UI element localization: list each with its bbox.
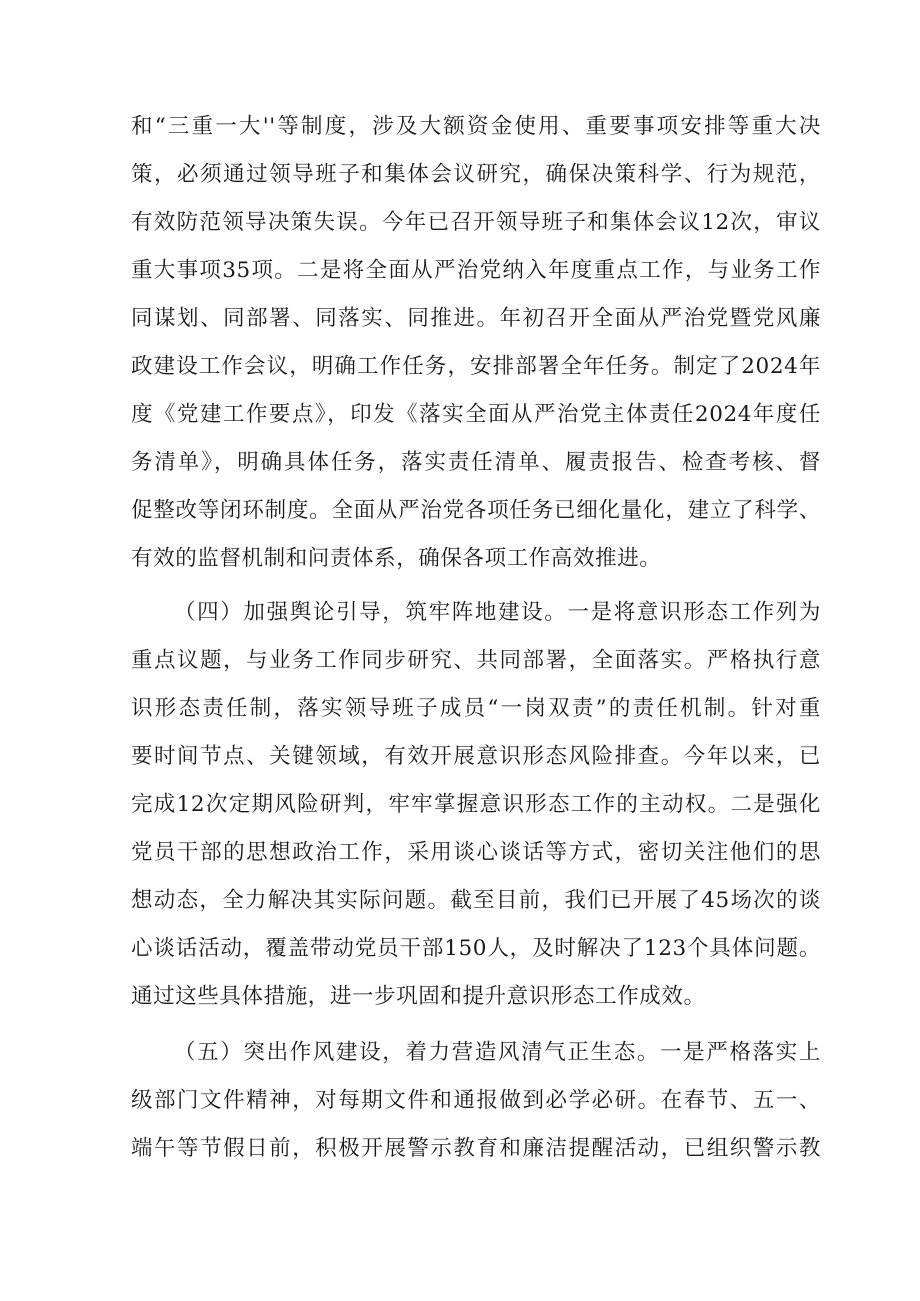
paragraph-section-four [131, 589, 821, 1021]
paragraph-heading-line: （五）突出作风建设，着力营造风清气正生态。一是严格落实上 [174, 1040, 821, 1065]
text-line: 级部门文件精神，对每期文件和通报做到必学必研。在春节、五一、 [131, 1088, 821, 1113]
text-line: 心谈话活动，覆盖带动党员干部150人，及时解决了123个具体问题。 [131, 936, 821, 961]
text-line: 促整改等闭环制度。全面从严治党各项任务已细化量化，建立了科学、 [131, 498, 821, 523]
text-line: 重点议题，与业务工作同步研究、共同部署，全面落实。严格执行意 [131, 648, 821, 673]
text-line: 端午等节假日前，积极开展警示教育和廉洁提醒活动，已组织警示教 [131, 1136, 821, 1161]
text-line: 有效防范领导决策失误。今年已召开领导班子和集体会议12次，审议 [131, 210, 821, 235]
text-line: 通过这些具体措施，进一步巩固和提升意识形态工作成效。 [131, 984, 706, 1009]
text-line: 党员干部的思想政治工作，采用谈心谈话等方式，密切关注他们的思 [131, 840, 821, 865]
text-line: 有效的监督机制和问责体系，确保各项工作高效推进。 [131, 546, 662, 571]
text-line: 识形态责任制，落实领导班子成员“一岗双责”的责任机制。针对重 [131, 696, 821, 721]
paragraph-party-governance [131, 103, 821, 583]
text-line: 和“三重一大''等制度，涉及大额资金使用、重要事项安排等重大决 [131, 114, 821, 139]
text-line: 同谋划、同部署、同落实、同推进。年初召开全面从严治党暨党风廉 [131, 306, 821, 331]
text-line: 完成12次定期风险研判，牢牢掌握意识形态工作的主动权。二是强化 [131, 792, 821, 817]
text-line: 要时间节点、关键领域，有效开展意识形态风险排查。今年以来，已 [131, 744, 821, 769]
paragraph-section-five [131, 1029, 821, 1173]
text-line: 策，必须通过领导班子和集体会议研究，确保决策科学、行为规范， [131, 162, 821, 187]
text-line: 务清单》，明确具体任务，落实责任清单、履责报告、检查考核、督 [131, 450, 821, 475]
text-line: 政建设工作会议，明确工作任务，安排部署全年任务。制定了2024年 [131, 354, 821, 379]
text-line: 度《党建工作要点》，印发《落实全面从严治党主体责任2024年度任 [131, 402, 821, 427]
paragraph-heading-line: （四）加强舆论引导，筑牢阵地建设。一是将意识形态工作列为 [174, 600, 821, 625]
text-line: 重大事项35项。二是将全面从严治党纳入年度重点工作，与业务工作 [131, 258, 821, 283]
text-line: 想动态，全力解决其实际问题。截至目前，我们已开展了45场次的谈 [131, 888, 821, 913]
